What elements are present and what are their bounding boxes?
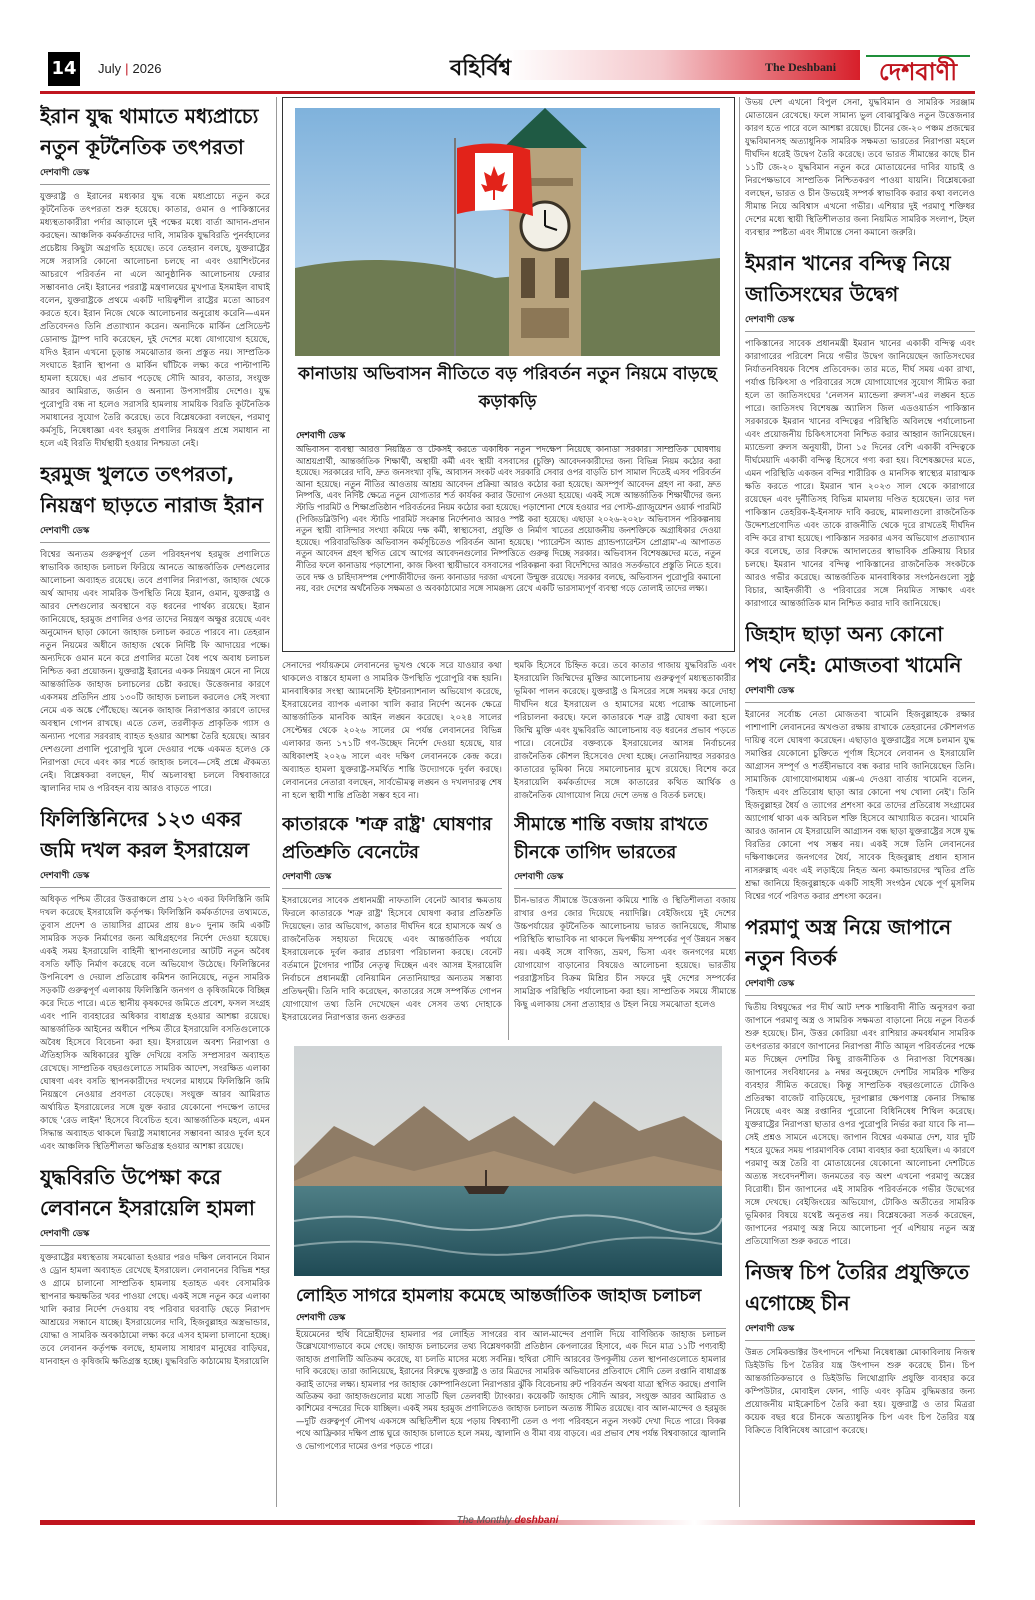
column-divider	[508, 660, 509, 1040]
article-body: অধিকৃত পশ্চিম তীরের উত্তরাঞ্চলে প্রায় ১২৩ একর ফিলিস্তিনি জমি দখল করেছে ইসরায়েলি কর্তৃপক্ষ। ফিলিস্তিনি কর্মকর্তাদের তথ্যমতে, তুবাস প্রদেশ ও তায়াসির গ্রামের প্রায় ৪৮০ দুনাম জমি একটি সামরিক সড়ক নির্মাণের জন্য অধিগ্রহণের নির্দেশ দেওয়া হয়েছে। একই সময় ইসরায়েলি বাহিনী স্থাপনাগুলোর আটটি নতুন অবৈধ বসতি ফাঁড়ি নির্মাণ করেছে বলে অভিযোগ উঠেছে। ফিলিস্তিনের উপনিবেশ ও দেয়াল প্রতিরোধ কমিশন জানিয়েছে, নতুন সামরিক সড়কটি গুরুত্বপূর্ণ এলাকায় ফিলিস্তিনি জনগণ ও কৃষিজমিকে বিচ্ছিন্ন করে দিতে পারে। এতে স্থানীয় কৃষকদের জমিতে প্রবেশ, ফসল সংগ্রহ এবং পানি ব্যবহারের অধিকার বাধাগ্রস্ত হওয়ার আশঙ্কা রয়েছে। আন্তর্জাতিক আইনের অধীনে পশ্চিম তীরে ইসরায়েলি বসতিগুলোকে অবৈধ হিসেবে বিবেচনা করা হয়। ইসরায়েল অবশ্য নিরাপত্তা ও ঐতিহাসিক অধিকারের যুক্তি দেখিয়ে বসতি সম্প্রসারণ অব্যাহত রেখেছে। সাম্প্রতিক বছরগুলোতে সামরিক আদেশ, সংরক্ষিত এলাকা ঘোষণা এবং বসতি স্থাপনকারীদের দখলের মাধ্যমে ফিলিস্তিনি জমি নিয়ন্ত্রণে নেওয়ার প্রবণতা বেড়েছে। সংযুক্ত আরব আমিরাত অর্থায়িত ইসরায়েলের সঙ্গে যুক্ত করার যেকোনো পদক্ষেপ তাদের কাছে 'রেড লাইন' হিসেবে বিবেচিত হবে। আন্তর্জাতিক মহলে, এমন সিদ্ধান্ত অব্যাহত থাকলে দ্বিরাষ্ট্র সমাধানের সম্ভাবনা আরও দুর্বল হবে এবং আঞ্চলিক স্থিতিশীলতা ক্ষতিগ্রস্ত হওয়ার আশঙ্কা রয়েছে।	[40, 895, 270, 1152]
red-sea-ship-image	[294, 1046, 722, 1276]
headline-lebanon-attack: যুদ্ধবিরতি উপেক্ষা করে লেবাননে ইসরায়েলি হামলা	[40, 1165, 255, 1220]
footer-masthead	[40, 1515, 975, 1526]
headline-khamenei-jihad: জিহাদ ছাড়া অন্য কোনো পথ নেই: মোজতবা খামেনি	[745, 622, 962, 677]
article-body: দ্বিতীয় বিশ্বযুদ্ধের পর দীর্ঘ আট দশক শান্তিবাদী নীতি অনুসরণ করা জাপানে পরমাণু অস্ত্র ও সামরিক সক্ষমতা বাড়ানো নিয়ে নতুন বিতর্ক শুরু হয়েছে। চীন, উত্তর কোরিয়া এবং রাশিয়ার ক্রমবর্ধমান সামরিক তৎপরতার কারণে জাপানের নিরাপত্তা নীতি আমূল পরিবর্তনের পক্ষে মত দিচ্ছেন দেশটির কিছু রাজনীতিক ও নিরাপত্তা বিশেষজ্ঞ। জাপানের সংবিধানের ৯ নম্বর অনুচ্ছেদে দেশটির সামরিক শক্তির ব্যবহার সীমিত করেছে। কিন্তু সাম্প্রতিক বছরগুলোতে টোকিও প্রতিরক্ষা বাজেট বাড়িয়েছে, দূরপাল্লার ক্ষেপণাস্ত্র কেনার সিদ্ধান্ত নিয়েছে এবং অস্ত্র রপ্তানির পুরোনো বিধিনিষেধ শিথিল করেছে। যুক্তরাষ্ট্রের নিরাপত্তা ছাতার ওপর পুরোপুরি নির্ভর করা যাবে কি না—সেই প্রশ্নও সামনে এসেছে। জাপান বিশ্বের একমাত্র দেশ, যার দুটি শহরে যুদ্ধের সময় পারমাণবিক বোমা ব্যবহার করা হয়েছিল। এ কারণে পরমাণু অস্ত্র তৈরি বা মোতায়েনের যেকোনো আলোচনা দেশটিতে অত্যন্ত সংবেদনশীল। জনমতের বড় অংশ এখনো পরমাণু অস্ত্রের বিরোধী। চীন জাপানের এই সামরিক পরিবর্তনকে গভীর উদ্বেগের সঙ্গে দেখছে। বেইজিংয়ের অভিযোগ, টোকিও অতীতের সামরিক ভূমিকার বিষয়ে যথেষ্ট অনুতপ্ত নয়। বিশ্লেষকেরা সতর্ক করেছেন, জাপানের পরমাণু অস্ত্র নিয়ে আলোচনা পূর্ব এশিয়ায় নতুন অস্ত্র প্রতিযোগিতা শুরু করতে পারে।	[745, 1003, 975, 1247]
article-body: যুক্তরাষ্ট্রের মধ্যস্থতায় সমঝোতা হওয়ার পরও দক্ষিণ লেবাননে বিমান ও ড্রোন হামলা অব্যাহত রেখেছে ইসরায়েল। লেবাননের বিভিন্ন শহর ও গ্রামে চালানো সাম্প্রতিক হামলায় হতাহত এবং বেসামরিক স্থাপনার ক্ষয়ক্ষতির খবর পাওয়া গেছে। একই সঙ্গে নতুন করে এলাকা খালি করার নির্দেশ দেওয়ায় বহু পরিবার ঘরবাড়ি ছেড়ে নিরাপদ আশ্রয়ের সন্ধানে যাচ্ছে। ইসরায়েলের দাবি, হিজবুল্লাহর অস্ত্রভান্ডার, যোদ্ধা ও সামরিক অবকাঠামো লক্ষ্য করে এসব হামলা চালানো হচ্ছে। তবে লেবানন কর্তৃপক্ষ বলছে, হামলায় সাধারণ মানুষের বাড়িঘর, যানবাহন ও কৃষিজমি ক্ষতিগ্রস্ত হচ্ছে। যুদ্ধবিরতি কাঠামোয় ইসরায়েলি	[40, 1253, 270, 1367]
byline: দেশবাণী ডেস্ক	[40, 165, 270, 185]
byline: দেশবাণী ডেস্ক	[296, 1310, 726, 1329]
feature-body-canada: অভিবাসন ব্যবস্থা আরও নিয়ন্ত্রিত ও টেকসই করতে একাধিক নতুন পদক্ষেপ নিয়েছে কানাডা সরকার। সাম্প্রতিক ঘোষণায় আশ্রয়প্রার্থী, আন্তর্জাতিক শিক্ষার্থী, অস্থায়ী কর্মী এবং স্থায়ী বসবাসের (চুক্তি) আবেদনকারীদের জন্য বিভিন্ন নিয়ম কঠোর করা হয়েছে। সরকারের দাবি, দ্রুত জনসংখ্যা বৃদ্ধি, আবাসন সংকট এবং সরকারি সেবার ওপর বাড়তি চাপ সামাল দিতেই এসব পরিবর্তন আনা হয়েছে। নতুন নীতির আওতায় আশ্রয় আবেদন প্রক্রিয়া আরও কঠোর করা হয়েছে। অসম্পূর্ণ আবেদন গ্রহণ না করা, দ্রুত নিষ্পত্তি, এবং নির্দিষ্ট ক্ষেত্রে নতুন যোগ্যতার শর্ত কার্যকর করার উদ্যোগ নেওয়া হয়েছে। একই সঙ্গে আন্তর্জাতিক শিক্ষার্থীদের জন্য স্টাডি পারমিট ও শিক্ষাপ্রতিষ্ঠান পরিবর্তনের নিয়ম কঠোর করা হয়েছে। পড়াশোনা শেষে হওয়ার পর পোস্ট-গ্র্যাজুয়েশন ওয়ার্ক পারমিট (পিজিডব্লিউপি) এবং স্টাডি পারমিট সংক্রান্ত নির্দেশনাও আরও স্পষ্ট করা হয়েছে। এছাড়া ২০২৬-২০২৮ অভিবাসন পরিকল্পনায় নতুন স্থায়ী বাসিন্দার সংখ্যা কমিয়ে দক্ষ কর্মী, স্বাস্থ্যসেবা, প্রযুক্তি ও নির্মাণ খাতের প্রয়োজনীয় জনশক্তিকে অগ্রাধিকার দেওয়া হয়েছে। পরিবারভিত্তিক অভিবাসন কর্মসূচিতেও পরিবর্তন আনা হয়েছে। 'প্যারেন্টস অ্যান্ড গ্র্যান্ডপ্যারেন্টস প্রোগ্রাম'-এ আপাতত নতুন আবেদন গ্রহণ স্থগিত রেখে আগের আবেদনগুলোর নিষ্পত্তিতে গুরুত্ব দিচ্ছে সরকার। অভিবাসন বিশেষজ্ঞদের মতে, নতুন নীতির ফলে কানাডায় পড়াশোনা, কাজ কিংবা স্থায়ীভাবে বসবাসের পরিকল্পনা করা বিদেশিদের আরও সতর্কভাবে প্রস্তুতি নিতে হবে। তবে দক্ষ ও চাহিদাসম্পন্ন পেশাজীবীদের জন্য কানাডার দরজা এখনো উন্মুক্ত রয়েছে। সরকার বলছে, অভিবাসন পুরোপুরি কমানো নয়, বরং দেশের অর্থনৈতিক সক্ষমতা ও অবকাঠামোর সঙ্গে সামঞ্জস্য রেখে একটি ভারসাম্যপূর্ণ ব্যবস্থা গড়ে তোলাই তাদের লক্ষ্য।	[296, 444, 721, 594]
headline-china-chip: নিজস্ব চিপ তৈরির প্রযুক্তিতে এগোচ্ছে চীন	[745, 1260, 970, 1315]
byline: দেশবাণী ডেস্ক	[296, 428, 716, 447]
page-header	[0, 0, 1035, 98]
page-footer	[40, 1515, 975, 1529]
article-body: ইসরায়েলের সাবেক প্রধানমন্ত্রী নাফতালি বেনেট আবার ক্ষমতায় ফিরলে কাতারকে 'শত্রু রাষ্ট্র' হিসেবে ঘোষণা করার প্রতিশ্রুতি দিয়েছেন। তার অভিযোগ, কাতার দীর্ঘদিন ধরে হামাসকে অর্থ ও রাজনৈতিক সহায়তা দিয়েছে এবং আন্তর্জাতিক পর্যায়ে ইসরায়েলকে দুর্বল করার প্রচারণা পরিচালনা করছে। বেনেট বর্তমানে টুগেদার পার্টির নেতৃত্ব দিচ্ছেন এবং আসন্ন ইসরায়েলি নির্বাচনে প্রধানমন্ত্রী বেনিয়ামিন নেতানিয়াহুর অন্যতম সম্ভাব্য প্রতিদ্বন্দ্বী। তিনি দাবি করেছেন, কাতারের সঙ্গে সম্পর্কিত গোপন যোগাযোগ তথ্য তিনি দেখেছেন এবং সেসব তথ্য দোহাকে ইসরায়েলের নিরাপত্তার জন্য গুরুতর	[282, 896, 502, 1023]
column-divider	[739, 97, 740, 1507]
article-body: ইরানের সর্বোচ্চ নেতা মোজতবা খামেনি হিজবুল্লাহকে রক্ষার পাশাপাশি লেবাননের অখণ্ডতা রক্ষায় রাখাকে তেহরানের কৌশলগত দায়িত্ব বলে ঘোষণা করেছেন। এছাড়াও যুক্তরাষ্ট্রের সঙ্গে চলমান যুদ্ধ সমাপ্তির যেকোনো চুক্তিতে পূর্ণাঙ্গ হিসেবে লেবানন ও ইসরায়েলি আগ্রাসন সম্পূর্ণ ও শর্তহীনভাবে বন্ধ করার দাবি জানিয়েছেন তিনি। সামাজিক যোগাযোগমাধ্যম এক্স-এ দেওয়া বার্তায় খামেনি বলেন, 'জিহাদ এবং প্রতিরোধ ছাড়া আর কোনো পথ খোলা নেই'। তিনি হিজবুল্লাহর ধৈর্য ও ত্যাগের প্রশংসা করে তাদের প্রতিরোধ সংগ্রামের অ্যাগোর্ধ থাকা এক অবিচল শক্তি হিসেবে আখ্যায়িত করেন। খামেনি আরও জানান যে ইসরায়েলি আগ্রাসন বন্ধ ছাড়া যুক্তরাষ্ট্রের সঙ্গে যুদ্ধ বিরতির কোনো পথ সম্ভব নয়। একই সঙ্গে তিনি লেবাননের দক্ষিণাঞ্চলের জনগণের ধৈর্য, সাবেক হিজবুল্লাহ প্রধান হাসান নাসরুল্লাহ এবং এই লড়াইয়ে নিহত অন্য কমান্ডারদের স্মৃতির প্রতি শ্রদ্ধা জানিয়ে হিজবুল্লাহকে একটি সাহসী সংগঠন থেকে পূর্ণ মুসলিম বিশ্বের গর্বে পরিণত করার প্রশংসা করেন।	[745, 710, 975, 902]
article-body: বিশ্বের অন্যতম গুরুত্বপূর্ণ তেল পরিবহনপথ হরমুজ প্রণালিতে স্বাভাবিক জাহাজ চলাচল ফিরিয়ে আনতে আন্তর্জাতিক দেশগুলোর আলোচনা অব্যাহত রয়েছে। তবে প্রণালির নিরাপত্তা, জাহাজ থেকে অর্থ আদায় এবং সামরিক উপস্থিতি নিয়ে ইরান, ওমান, যুক্তরাষ্ট্র ও আরব দেশগুলোর অবস্থানে বড় ধরনের পার্থক্য রয়েছে। ইরান জানিয়েছে, হরমুজ প্রণালির ওপর তাদের নিয়ন্ত্রণ অক্ষুণ্ণ রয়েছে এবং অনুমোদন ছাড়া কোনো জাহাজ চলাচল করতে পারবে না। তেহরান নতুন নিয়মের অধীনে জাহাজ থেকে নির্দিষ্ট ফি আদায়ের পক্ষে। অন্যদিকে ওমান মনে করে প্রণালির মতো বৈধ পথে অবাধ চলাচল নিশ্চিত করা প্রয়োজন। যুক্তরাষ্ট্র ইরানের একক নিয়ন্ত্রণ মেনে না নিয়ে আন্তর্জাতিক জাহাজ চলাচলের চেষ্টা করছে। উত্তেজনার কারণে একসময় প্রতিদিন প্রায় ১৩০টি জাহাজ চলাচল করলেও সেই সংখ্যা নেমে এক অঙ্কে পৌঁছেছে। অনেক জাহাজ নিরাপত্তার কারণে তাদের অবস্থান গোপন রাখছে। এতে তেল, তরলীকৃত প্রাকৃতিক গ্যাস ও অন্যান্য পণ্যের সরবরাহ ব্যাহত হওয়ার আশঙ্কা তৈরি হয়েছে। আরব দেশগুলো প্রণালি পুরোপুরি খুলে দেওয়ার পক্ষে একমত হলেও কে নিরাপত্তা দেবে এবং কার শর্তে জাহাজ চলবে—সেই প্রশ্নে ঐকমত্য নেই। বিশ্লেষকরা বলছেন, দীর্ঘ অচলাবস্থা চললে বিশ্ববাজারে জ্বালানির দাম ও পরিবহন ব্যয় আরও বাড়তে পারে।	[40, 550, 270, 794]
issue-month: July	[98, 61, 122, 76]
byline: দেশবাণী ডেস্ক	[745, 1321, 975, 1341]
feature-body-red-sea: ইয়েমেনের হুথি বিদ্রোহীদের হামলার পর লোহিত সাগরের বাব আল-মান্দেব প্রণালি দিয়ে বাণিজ্যিক জাহাজ চলাচল উল্লেখযোগ্যভাবে কমে গেছে। জাহাজ চলাচলের তথ্য বিশ্লেষণকারী প্রতিষ্ঠান কেপলারের হিসাবে, এক দিনে মাত্র ১১টি পণ্যবাহী জাহাজ প্রণালিটি অতিক্রম করেছে, যা চলতি মাসের মধ্যে সর্বনিম্ন। হুথিরা সৌদি আরবের উপকূলীয় তেল স্থাপনাগুলোতে হামলার দাবি করেছে। তারা জানিয়েছে, ইরানের বিরুদ্ধে যুক্তরাষ্ট্র ও তার মিত্রদের সামরিক অভিযানের প্রতিবাদে সৌদি তেল রপ্তানি বাধাগ্রস্ত করাই তাদের লক্ষ্য। হামলার পর জাহাজ কোম্পানিগুলো নিরাপত্তার ঝুঁকি বিবেচনায় রুট পরিবর্তন অথবা যাত্রা স্থগিত করছে। প্রণালি অতিক্রম করা জাহাজগুলোর মধ্যে সাতটি ছিল তেলবাহী ট্যাংকার। কয়েকটি জাহাজ সৌদি আরব, সংযুক্ত আরব আমিরাত ও কাশিমের বন্দরের দিকে যাচ্ছিল। একই সময় হরমুজ প্রণালিতেও জাহাজ চলাচল অত্যন্ত সীমিত রয়েছে। বাব আল-মান্দেব ও হরমুজ—দুটি গুরুত্বপূর্ণ নৌপথ একসঙ্গে অস্থিতিশীল হয়ে পড়ায় বিশ্বব্যাপী তেল ও পণ্য পরিবহনে নতুন সংকট দেখা দিতে পারে। বিকল্প পথে আফ্রিকার দক্ষিণ প্রান্ত ঘুরে জাহাজ চালাতে হলে সময়, জ্বালানি ও বীমা ব্যয় বাড়বে। এর প্রভাব শেষ পর্যন্ত বিশ্ববাজারে জ্বালানি ও ভোগ্যপণ্যের দামের ওপর পড়তে পারে।	[296, 1329, 726, 1451]
article-continuation: হুমকি হিসেবে চিহ্নিত করে। তবে কাতার গাজায় যুদ্ধবিরতি এবং ইসরায়েলি জিম্মিদের মুক্তির আলোচনায় গুরুত্বপূর্ণ মধ্যস্থতাকারীর ভূমিকা পালন করেছে। যুক্তরাষ্ট্র ও মিসরের সঙ্গে সমন্বয় করে দোহা দীর্ঘদিন ধরে ইসরায়েল ও হামাসের মধ্যে পরোক্ষ আলোচনা পরিচালনা করছে। ফলে কাতারকে শত্রু রাষ্ট্র ঘোষণা করা হলে জিম্মি মুক্তি এবং যুদ্ধবিরতি আলোচনায় বড় ধরনের প্রভাব পড়তে পারে। বেনেটের বক্তব্যকে ইসরায়েলের আসন্ন নির্বাচনের রাজনৈতিক কৌশল হিসেবেও দেখা হচ্ছে। নেতানিয়াহুর সরকারও কাতারের ভূমিকা নিয়ে সমালোচনার মুখে রয়েছে। বিশেষ করে ইসরায়েলি কর্মকর্তাদের সঙ্গে কাতারের কথিত আর্থিক ও রাজনৈতিক যোগাযোগ নিয়ে দেশে তদন্ত ও বিতর্ক চলছে।	[514, 661, 736, 801]
headline-imran-khan: ইমরান খানের বন্দিত্ব নিয়ে জাতিসংঘের উদ্বেগ	[745, 251, 951, 306]
deshbani-logo	[858, 46, 978, 90]
middle-left-column	[282, 660, 502, 1040]
headline-iran-war: ইরান যুদ্ধ থামাতে মধ্যপ্রাচ্যে নতুন কূটনৈতিক তৎপরতা	[40, 104, 259, 159]
byline: দেশবাণী ডেস্ক	[40, 868, 270, 888]
headline-qatar-enemy: কাতারকে 'শত্রু রাষ্ট্র' ঘোষণার প্রতিশ্রুতি বেনেটের	[282, 814, 492, 863]
article-body: পাকিস্তানের সাবেক প্রধানমন্ত্রী ইমরান খানের একাকী বন্দিত্ব এবং কারাগারের পরিবেশ নিয়ে গভীর উদ্বেগ জানিয়েছেন জাতিসংঘের নির্যাতনবিষয়ক বিশেষ প্রতিবেদক। তার মতে, দীর্ঘ সময় একা রাখা, পর্যাপ্ত চিকিৎসা ও পরিবারের সঙ্গে যোগাযোগের সুযোগ সীমিত করা হলে তা জাতিসংঘের 'নেলসন ম্যান্ডেলা রুলস'-এর লঙ্ঘন হতে পারে। জাতিসংঘ বিশেষজ্ঞ অ্যালিস জিল এডওয়ার্ডস পাকিস্তান সরকারকে ইমরান খানের বন্দিত্বের পরিস্থিতি অবিলম্বে পর্যালোচনা এবং প্রয়োজনীয় চিকিৎসাসেবা নিশ্চিত করার আহ্বান জানিয়েছেন। ম্যান্ডেলা রুলস অনুযায়ী, টানা ১৫ দিনের বেশি একাকী বন্দিত্বকে দীর্ঘমেয়াদি একাকী বন্দিত্ব হিসেবে গণ্য করা হয়। বিশেষজ্ঞদের মতে, এমন পরিস্থিতি একজন বন্দির শারীরিক ও মানসিক স্বাস্থ্যের মারাত্মক ক্ষতি করতে পারে। ইমরান খান ২০২৩ সাল থেকে কারাগারে রয়েছেন এবং দুর্নীতিসহ বিভিন্ন মামলায় দণ্ডিত হয়েছেন। তার দল পাকিস্তান তেহরিক-ই-ইনসাফ দাবি করছে, মামলাগুলো রাজনৈতিক উদ্দেশ্যপ্রণোদিত এবং তাকে রাজনীতি থেকে দূরে রাখতেই দীর্ঘদিন বন্দি করে রাখা হয়েছে। পাকিস্তান সরকার এসব অভিযোগ প্রত্যাখ্যান করে বলেছে, তার বিরুদ্ধে আদালতের স্বাভাবিক প্রক্রিয়ায় বিচার চলছে। ইমরান খানের বন্দিত্ব পাকিস্তানের রাজনৈতিক সংকটকে আরও গভীর করেছে। আন্তর্জাতিক মানবাধিকার সংগঠনগুলো সুষ্ঠু বিচার, আইনজীবী ও পরিবারের সঙ্গে নিয়মিত সাক্ষাৎ এবং কারাগারে আন্তর্জাতিক মান নিশ্চিত করার দাবি জানিয়েছে।	[745, 339, 975, 609]
byline: দেশবাণী ডেস্ক	[40, 523, 270, 543]
byline: দেশবাণী ডেস্ক	[514, 869, 736, 889]
byline: দেশবাণী ডেস্ক	[40, 1226, 270, 1246]
byline: দেশবাণী ডেস্ক	[745, 976, 975, 996]
footer-prefix: The Monthly	[456, 1515, 512, 1526]
headline-palestine-land: ফিলিস্তিনিদের ১২৩ একর জমি দখল করল ইসরায়েল	[40, 807, 250, 862]
headline-india-china-border: সীমান্তে শান্তি বজায় রাখতে চীনকে তাগিদ ভারতের	[514, 814, 708, 863]
byline: দেশবাণী ডেস্ক	[282, 869, 502, 889]
column-right	[745, 97, 975, 1507]
article-continuation: উভয় দেশ এখনো বিপুল সেনা, যুদ্ধবিমান ও সামরিক সরঞ্জাম মোতায়েন রেখেছে। ফলে সামান্য ভুল বোঝাবুঝিও নতুন উত্তেজনার কারণ হতে পারে বলে আশঙ্কা রয়েছে। চীনের জে-২০ পঞ্চম প্রজন্মের যুদ্ধবিমানসহ অত্যাধুনিক সামরিক সক্ষমতা ভারতের নিরাপত্তা মহলে দীর্ঘদিন ধরেই উদ্বেগ তৈরি করেছে। তবে ভারত সীমান্তের কাছে চীন ১১টি জে-২০ যুদ্ধবিমান নতুন করে মোতায়েনের দাবির যাচাই ও নিরপেক্ষভাবে সাম্প্রতিক নিশ্চিতকরণ পাওয়া যায়নি। বিশ্লেষকেরা বলছেন, ভারত ও চীন উভয়েই সম্পর্ক স্বাভাবিক করার কথা বললেও সীমান্ত নিয়ে অবিশ্বাস এখনো গভীর। এশিয়ার দুই পরমাণু শক্তিধর দেশের মধ্যে স্থায়ী স্থিতিশীলতার জন্য নিয়মিত সামরিক সংলাপ, টহল ব্যবস্থার স্পষ্টতা এবং সীমান্তে সেনা কমানো জরুরি।	[745, 98, 975, 238]
magazine-name: The Deshbani	[765, 60, 837, 74]
byline: দেশবাণী ডেস্ক	[745, 312, 975, 332]
column-left	[40, 97, 270, 1507]
photo-red-sea	[294, 1046, 722, 1276]
feature-caption-canada: কানাডায় অভিবাসন নীতিতে বড় পরিবর্তন নতুন নিয়মে বাড়ছে কড়াকড়ি	[298, 364, 717, 412]
article-body: যুক্তরাষ্ট্র ও ইরানের মধ্যকার যুদ্ধ বন্ধে মধ্যপ্রাচ্যে নতুন করে কূটনৈতিক তৎপরতা শুরু হয়েছে। কাতার, ওমান ও পাকিস্তানের মধ্যস্থতাকারীরা পর্দার আড়ালে দুই পক্ষের মধ্যে বার্তা আদান-প্রদান করছেন। আঞ্চলিক কর্মকর্তাদের দাবি, সামরিক যুদ্ধবিরতি পুনর্বহালের প্রচেষ্টায় কিছুটা অগ্রগতি হয়েছে। তবে তেহরান বলছে, যুক্তরাষ্ট্রের সঙ্গে সরাসরি কোনো আলোচনা চলছে না এবং ওয়াশিংটনের আচরণে পরিবর্তন না এলে আনুষ্ঠানিক আলোচনায় ফেরার সম্ভাবনাও নেই। ইরানের পররাষ্ট্র মন্ত্রণালয়ের মুখপাত্র ইসমাইল বাঘাই বলেন, যুক্তরাষ্ট্রকে প্রথমে একটি দায়িত্বশীল রাষ্ট্রের মতো আচরণ করতে হবে। ইরান নিজে থেকে আলোচনার অনুরোধ করেনি—এমন প্রতিবেদনও তিনি প্রত্যাখ্যান করেন। অন্যদিকে মার্কিন প্রেসিডেন্ট ডোনাল্ড ট্রাম্প দাবি করেছেন, দুই দেশের মধ্যে যোগাযোগ হয়েছে, যদিও ইরান এখনো চূড়ান্ত সমঝোতার জন্য প্রস্তুত নয়। সাম্প্রতিক সংঘাতে ইরানি স্থাপনা ও মার্কিন ঘাঁটিকে লক্ষ্য করে পাল্টাপাল্টি হামলা হয়েছে। এর প্রভাব পড়েছে সৌদি আরব, কাতার, সংযুক্ত আরব আমিরাত, জর্ডান ও অন্যান্য উপসাগরীয় দেশেও। যুদ্ধ পুরোপুরি বন্ধ না হলেও সরাসরি হামলায় সাময়িক বিরতি কূটনৈতিক সমাধানের সুযোগ তৈরি করেছে। তবে বিশ্লেষকেরা বলছেন, পরমাণু কর্মসূচি, নিষেধাজ্ঞা এবং হরমুজ প্রণালির নিয়ন্ত্রণ প্রশ্নে সমাধান না হলে এই বিরতি দীর্ঘস্থায়ী হওয়ার নিশ্চয়তা নেই।	[40, 192, 270, 449]
headline-hormuz: হরমুজ খুলতে তৎপরতা, নিয়ন্ত্রণ ছাড়তে নারাজ ইরান	[40, 462, 264, 517]
footer-name: deshbani	[514, 1515, 559, 1526]
middle-right-column	[514, 660, 736, 1040]
article-body: উন্নত সেমিকন্ডাক্টর উৎপাদনে পশ্চিমা নিষেধাজ্ঞা মোকাবিলায় নিজস্ব ডিইউভি চিপ তৈরির যন্ত্র উৎপাদন শুরু করেছে চীন। চিপ আন্তর্জাতিকভাবে ও ডিইউভি লিথোগ্রাফি প্রযুক্তি ব্যবহার করে কম্পিউটার, মোবাইল ফোন, গাড়ি এবং কৃত্রিম বুদ্ধিমত্তার জন্য প্রয়োজনীয় মাইক্রোচিপ তৈরি করা হয়। যুক্তরাষ্ট্র ও তার মিত্ররা কয়েক বছর ধরে চীনকে অত্যাধুনিক চিপ এবং চিপ তৈরির যন্ত্র বিক্রিতে বিধিনিষেধ আরোপ করেছে।	[745, 1348, 975, 1436]
byline: দেশবাণী ডেস্ক	[745, 683, 975, 703]
headline-japan-nuclear: পরমাণু অস্ত্র নিয়ে জাপানে নতুন বিতর্ক	[745, 915, 952, 970]
feature-caption-red-sea: লোহিত সাগরে হামলায় কমেছে আন্তর্জাতিক জাহাজ চলাচল	[296, 1286, 702, 1306]
issue-year: 2026	[132, 61, 162, 76]
date-separator: |	[125, 61, 129, 76]
article-continuation: সেনাদের পর্যায়ক্রমে লেবাননের ভূখণ্ড থেকে সরে যাওয়ার কথা থাকলেও বাস্তবে হামলা ও সামরিক উপস্থিতি পুরোপুরি বন্ধ হয়নি। মানবাধিকার সংস্থা অ্যামনেস্টি ইন্টারন্যাশনাল অভিযোগ করেছে, ইসরায়েলের ব্যাপক এলাকা খালি করার নির্দেশ অনেক ক্ষেত্রে আন্তর্জাতিক মানবিক আইন লঙ্ঘন করেছে। ২০২৪ সালের সেপ্টেম্বর থেকে ২০২৬ সালের মে পর্যন্ত লেবাননের বিভিন্ন এলাকার জন্য ১৭১টি গণ-উচ্ছেদ নির্দেশ দেওয়া হয়েছে, যার অধিকাংশই ২০২৬ সালে এবং দক্ষিণ লেবাননকে কেন্দ্র করে। অব্যাহত হামলা যুক্তরাষ্ট্র-সমর্থিত শান্তি উদ্যোগকে দুর্বল করছে। লেবাননের নেতারা বলছেন, সার্বভৌমত্ব লঙ্ঘন ও দখলদারত্ব শেষ না হলে স্থায়ী শান্তি প্রতিষ্ঠা সম্ভব হবে না।	[282, 661, 502, 801]
canada-flag-image	[295, 108, 720, 356]
header-rule	[40, 91, 975, 94]
section-title: বহির্বিশ্ব	[450, 55, 512, 81]
photo-canada-flag	[295, 108, 720, 356]
svg-text:দেশবাণী: দেশবাণী	[878, 58, 958, 86]
issue-date	[98, 61, 161, 76]
column-divider	[276, 97, 277, 1507]
page-number: 14	[48, 52, 80, 86]
article-body: চীন-ভারত সীমান্তে উত্তেজনা কমিয়ে শান্তি ও স্থিতিশীলতা বজায় রাখার ওপর জোর দিয়েছে নয়াদিল্লি। বেইজিংয়ে দুই দেশের উচ্চপর্যায়ের কূটনৈতিক আলোচনায় ভারত জানিয়েছে, সীমান্ত পরিস্থিতি স্বাভাবিক না থাকলে দ্বিপক্ষীয় সম্পর্কের পূর্ণ উন্নয়ন সম্ভব নয়। একই সঙ্গে বাণিজ্য, ভ্রমণ, ভিসা এবং জনগণের মধ্যে যোগাযোগ বাড়ানোর বিষয়েও আলোচনা হয়েছে। ভারতীয় পররাষ্ট্রসচিব বিক্রম মিশ্রির চীন সফরে দুই দেশের সম্পর্কের সামগ্রিক পরিস্থিতি পর্যালোচনা করা হয়। সাম্প্রতিক সময়ে সীমান্তে কিছু এলাকায় সেনা প্রত্যাহার ও টহল নিয়ে সমঝোতা হলেও	[514, 896, 736, 1010]
